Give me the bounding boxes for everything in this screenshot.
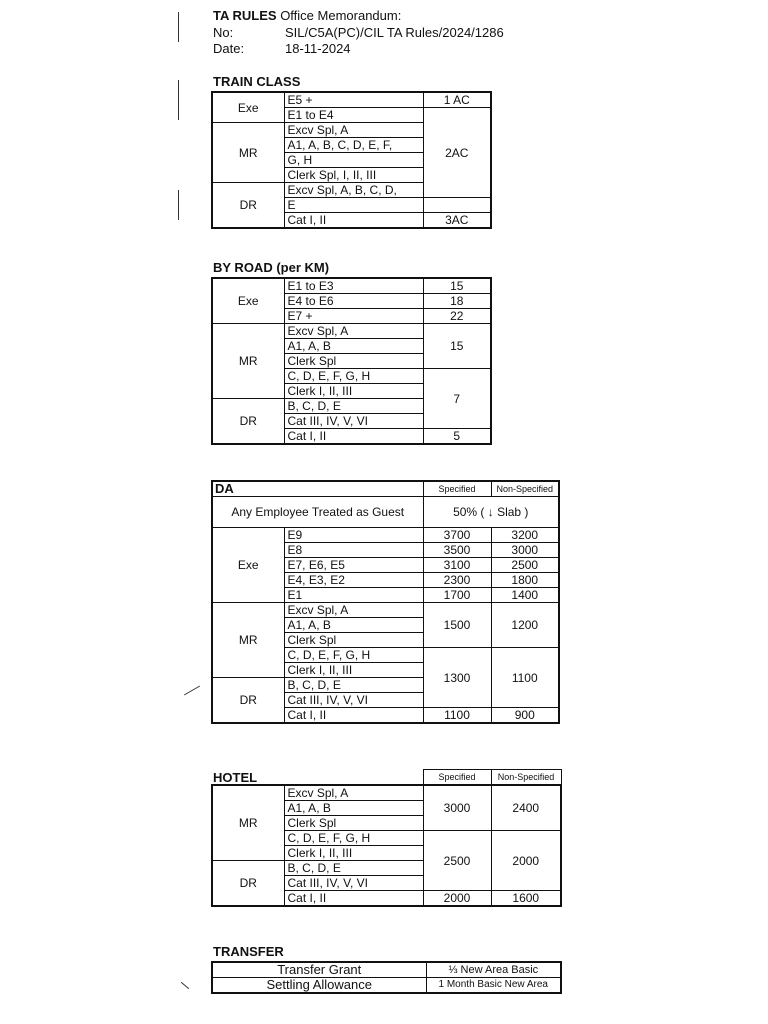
hotel-row-label: Clerk Spl bbox=[284, 816, 423, 831]
da-specified-value: 1300 bbox=[423, 648, 491, 708]
scan-mark bbox=[181, 982, 189, 989]
da-row-label: B, C, D, E bbox=[284, 678, 423, 693]
da-row-label: E4, E3, E2 bbox=[284, 573, 423, 588]
da-row-label: E1 bbox=[284, 588, 423, 603]
train-group-exe: Exe bbox=[212, 92, 284, 123]
transfer-title: TRANSFER bbox=[213, 944, 284, 959]
hotel-row-label: Clerk I, II, III bbox=[284, 846, 423, 861]
road-row-label: Cat III, IV, V, VI bbox=[284, 414, 423, 429]
road-group-mr: MR bbox=[212, 324, 284, 399]
memo-title-bold: TA RULES bbox=[213, 8, 277, 23]
memo-title-rest: Office Memorandum: bbox=[280, 8, 402, 23]
road-rate-value: 22 bbox=[423, 309, 491, 324]
hotel-table bbox=[211, 769, 562, 907]
da-header-specified: Specified bbox=[423, 481, 491, 497]
road-row-label: C, D, E, F, G, H bbox=[284, 369, 423, 384]
road-group-exe: Exe bbox=[212, 278, 284, 324]
train-row-label: A1, A, B, C, D, E, F, bbox=[284, 138, 423, 153]
road-row-label: E1 to E3 bbox=[284, 278, 423, 294]
hotel-row-label: C, D, E, F, G, H bbox=[284, 831, 423, 846]
road-row-label: E7 + bbox=[284, 309, 423, 324]
da-row-label: Cat III, IV, V, VI bbox=[284, 693, 423, 708]
da-non-specified-value: 900 bbox=[491, 708, 559, 724]
train-row-label: E1 to E4 bbox=[284, 108, 423, 123]
da-non-specified-value: 1400 bbox=[491, 588, 559, 603]
da-header-blank bbox=[212, 481, 423, 497]
road-row-label: Clerk I, II, III bbox=[284, 384, 423, 399]
da-specified-value: 2300 bbox=[423, 573, 491, 588]
hotel-header-blank bbox=[212, 770, 423, 786]
hotel-specified-value: 2000 bbox=[423, 891, 491, 907]
memo-no-label: No: bbox=[213, 25, 234, 40]
train-group-mr: MR bbox=[212, 123, 284, 183]
da-guest-value: 50% ( ↓ Slab ) bbox=[423, 497, 559, 528]
road-row-label: Excv Spl, A bbox=[284, 324, 423, 339]
train-row-label: G, H bbox=[284, 153, 423, 168]
da-non-specified-value: 3200 bbox=[491, 528, 559, 543]
hotel-group-mr: MR bbox=[212, 785, 284, 861]
scan-mark bbox=[178, 80, 179, 120]
transfer-row-value: 1 Month Basic New Area bbox=[426, 978, 561, 994]
road-group-dr: DR bbox=[212, 399, 284, 445]
by-road-title: BY ROAD (per KM) bbox=[213, 260, 330, 275]
hotel-row-label: B, C, D, E bbox=[284, 861, 423, 876]
train-row-label: Clerk Spl, I, II, III bbox=[284, 168, 423, 183]
road-rate-value: 7 bbox=[423, 369, 491, 429]
road-rate-value: 5 bbox=[423, 429, 491, 445]
hotel-group-dr: DR bbox=[212, 861, 284, 907]
da-non-specified-value: 2500 bbox=[491, 558, 559, 573]
hotel-row-label: A1, A, B bbox=[284, 801, 423, 816]
hotel-row-label: Cat I, II bbox=[284, 891, 423, 907]
hotel-specified-value: 3000 bbox=[423, 785, 491, 831]
train-class-value: 1 AC bbox=[423, 92, 491, 108]
hotel-specified-value: 2500 bbox=[423, 831, 491, 891]
train-class-table bbox=[211, 91, 492, 229]
train-row-label: Excv Spl, A bbox=[284, 123, 423, 138]
da-row-label: Clerk I, II, III bbox=[284, 663, 423, 678]
train-row-label: Cat I, II bbox=[284, 213, 423, 229]
hotel-non-specified-value: 1600 bbox=[491, 891, 561, 907]
memo-title bbox=[213, 8, 401, 24]
da-row-label: E7, E6, E5 bbox=[284, 558, 423, 573]
hotel-header-specified: Specified bbox=[423, 770, 491, 786]
train-row-label: Excv Spl, A, B, C, D, bbox=[284, 183, 423, 198]
da-group-exe: Exe bbox=[212, 528, 284, 603]
scan-mark bbox=[184, 686, 200, 696]
hotel-header-non-specified: Non-Specified bbox=[491, 770, 561, 786]
road-row-label: Cat I, II bbox=[284, 429, 423, 445]
transfer-row-value: ⅓ New Area Basic bbox=[426, 962, 561, 978]
da-non-specified-value: 1100 bbox=[491, 648, 559, 708]
da-specified-value: 3500 bbox=[423, 543, 491, 558]
da-guest-label: Any Employee Treated as Guest bbox=[212, 497, 423, 528]
da-row-label: C, D, E, F, G, H bbox=[284, 648, 423, 663]
da-row-label: E8 bbox=[284, 543, 423, 558]
road-rate-value: 15 bbox=[423, 324, 491, 369]
road-rate-value: 18 bbox=[423, 294, 491, 309]
transfer-row-label: Settling Allowance bbox=[212, 978, 426, 994]
transfer-table bbox=[211, 961, 562, 994]
hotel-non-specified-value: 2000 bbox=[491, 831, 561, 891]
transfer-row-label: Transfer Grant bbox=[212, 962, 426, 978]
da-header-non-specified: Non-Specified bbox=[491, 481, 559, 497]
train-class-value: 3AC bbox=[423, 213, 491, 229]
by-road-table bbox=[211, 277, 492, 445]
da-specified-value: 3100 bbox=[423, 558, 491, 573]
hotel-title: HOTEL bbox=[213, 770, 258, 785]
train-group-dr: DR bbox=[212, 183, 284, 229]
road-row-label: E4 to E6 bbox=[284, 294, 423, 309]
da-table bbox=[211, 480, 560, 724]
da-group-dr: DR bbox=[212, 678, 284, 724]
da-specified-value: 1100 bbox=[423, 708, 491, 724]
hotel-non-specified-value: 2400 bbox=[491, 785, 561, 831]
road-row-label: Clerk Spl bbox=[284, 354, 423, 369]
memo-date-value: 18-11-2024 bbox=[285, 41, 351, 56]
da-specified-value: 1500 bbox=[423, 603, 491, 648]
memo-no-value: SIL/C5A(PC)/CIL TA Rules/2024/1286 bbox=[285, 25, 504, 40]
da-row-label: Excv Spl, A bbox=[284, 603, 423, 618]
memo-date-label: Date: bbox=[213, 41, 245, 56]
train-row-label: E5 + bbox=[284, 92, 423, 108]
hotel-row-label: Cat III, IV, V, VI bbox=[284, 876, 423, 891]
da-specified-value: 1700 bbox=[423, 588, 491, 603]
train-row-label: E bbox=[284, 198, 423, 213]
da-row-label: Cat I, II bbox=[284, 708, 423, 724]
road-rate-value: 15 bbox=[423, 278, 491, 294]
da-non-specified-value: 1800 bbox=[491, 573, 559, 588]
da-title: DA bbox=[215, 481, 234, 496]
road-row-label: B, C, D, E bbox=[284, 399, 423, 414]
road-row-label: A1, A, B bbox=[284, 339, 423, 354]
da-group-mr: MR bbox=[212, 603, 284, 678]
hotel-row-label: Excv Spl, A bbox=[284, 785, 423, 801]
da-non-specified-value: 3000 bbox=[491, 543, 559, 558]
train-class-value: 2AC bbox=[423, 108, 491, 198]
da-row-label: E9 bbox=[284, 528, 423, 543]
da-row-label: A1, A, B bbox=[284, 618, 423, 633]
da-row-label: Clerk Spl bbox=[284, 633, 423, 648]
train-class-title: TRAIN CLASS bbox=[213, 74, 301, 89]
da-specified-value: 3700 bbox=[423, 528, 491, 543]
scan-mark bbox=[178, 12, 179, 42]
da-non-specified-value: 1200 bbox=[491, 603, 559, 648]
scan-mark bbox=[178, 190, 179, 220]
